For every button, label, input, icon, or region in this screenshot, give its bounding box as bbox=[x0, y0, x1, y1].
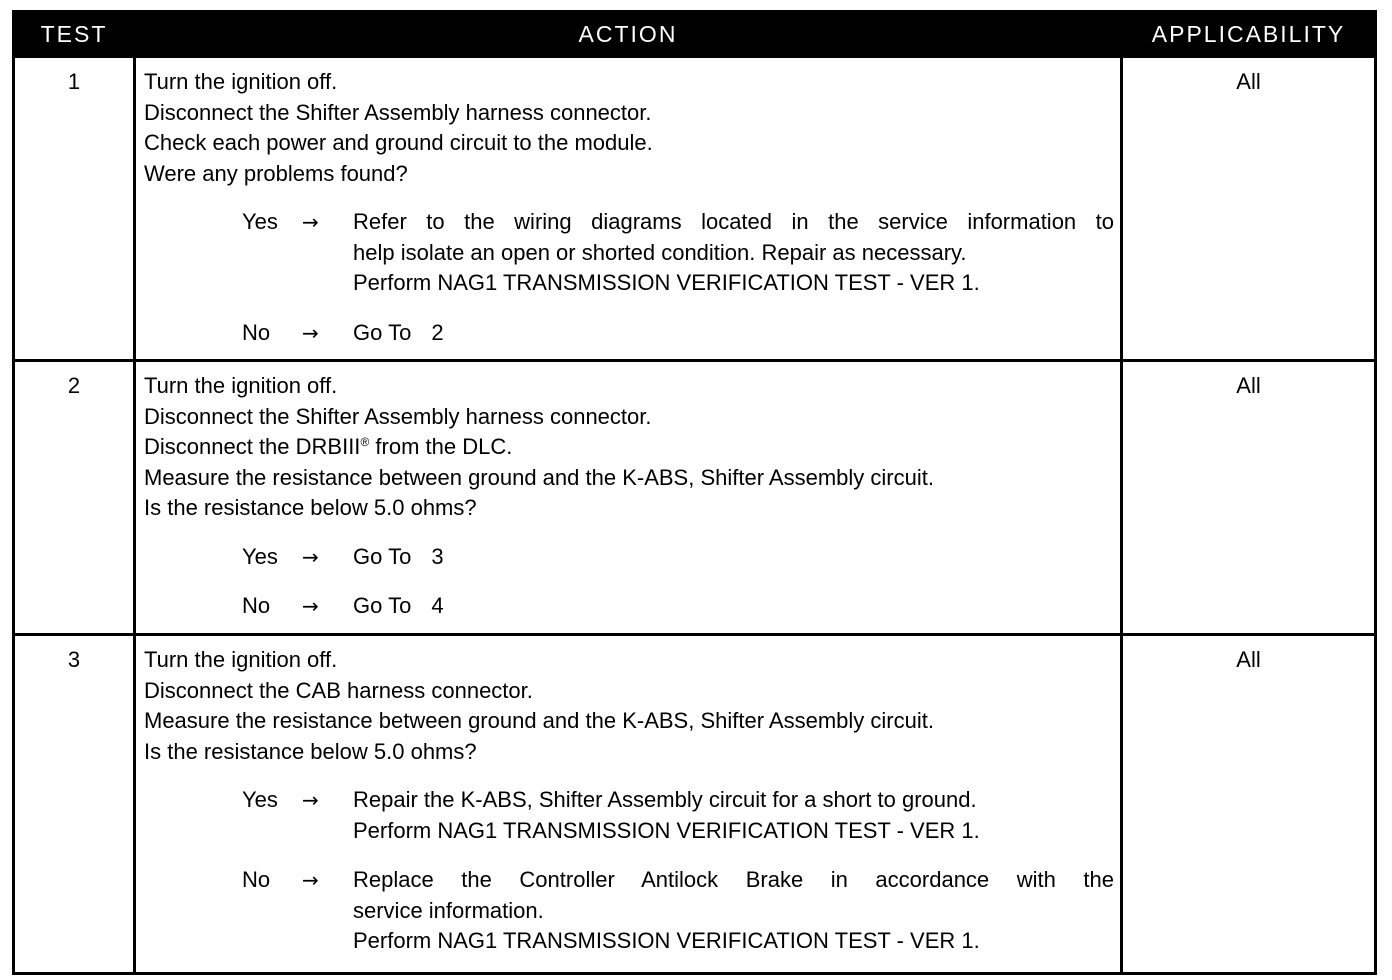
header-row bbox=[14, 12, 1376, 57]
applicability-1: All bbox=[1122, 57, 1376, 361]
outcome-yes bbox=[144, 785, 1114, 846]
step-line: Disconnect the Shifter Assembly harness connector. bbox=[144, 403, 652, 429]
goto-number: 3 bbox=[431, 543, 444, 569]
action-cell-3 bbox=[135, 635, 1122, 974]
outcome-text bbox=[353, 865, 1114, 957]
outcome-no bbox=[144, 591, 1114, 622]
header-test: TEST bbox=[14, 12, 135, 57]
goto-text: Go To bbox=[353, 319, 412, 345]
right-arrow-icon: → bbox=[302, 210, 319, 234]
yes-label: Yes bbox=[242, 543, 278, 569]
step-line: Disconnect the Shifter Assembly harness connector. bbox=[144, 99, 652, 125]
step-line: Turn the ignition off. bbox=[144, 69, 338, 94]
outcome-line: Refer to the wiring diagrams located in the service information to bbox=[353, 209, 1114, 234]
step-text-suffix: from the DLC. bbox=[369, 434, 513, 459]
right-arrow-icon: → bbox=[302, 868, 319, 892]
goto-number: 2 bbox=[431, 319, 444, 345]
test-row-3 bbox=[14, 635, 1376, 974]
registered-icon: ® bbox=[360, 435, 370, 449]
outcome-no bbox=[144, 865, 1114, 957]
goto-number: 4 bbox=[431, 593, 444, 618]
no-label: No bbox=[242, 867, 271, 892]
yes-label: Yes bbox=[242, 787, 278, 812]
yes-label: Yes bbox=[242, 209, 278, 234]
outcome-line: help isolate an open or shorted condition. Repair as necessary. bbox=[353, 239, 967, 265]
outcome-yes bbox=[144, 207, 1114, 299]
goto-text: Go To bbox=[353, 593, 412, 618]
step-line: Turn the ignition off. bbox=[144, 373, 338, 398]
outcome-line: Repair the K-ABS, Shifter Assembly circuit for a short to ground. bbox=[353, 787, 977, 812]
no-label: No bbox=[242, 593, 271, 618]
test-row-1 bbox=[14, 57, 1376, 361]
step-text: Disconnect the DRBIII bbox=[144, 434, 361, 459]
step-line: Measure the resistance between ground and the K-ABS, Shifter Assembly circuit. bbox=[144, 708, 934, 733]
outcome-yes bbox=[144, 542, 1114, 573]
no-label: No bbox=[242, 319, 271, 345]
right-arrow-icon: → bbox=[302, 594, 319, 618]
outcomes-1 bbox=[144, 207, 1114, 348]
outcome-line: Replace the Controller Antilock Brake in accordance with the bbox=[353, 867, 1114, 892]
step-line: Check each power and ground circuit to the module. bbox=[144, 130, 653, 155]
outcome-text bbox=[353, 591, 1114, 622]
outcome-text bbox=[353, 207, 1114, 299]
step-line: Measure the resistance between ground and the K-ABS, Shifter Assembly circuit. bbox=[144, 464, 934, 490]
header-action: ACTION bbox=[135, 12, 1122, 57]
outcome-text bbox=[353, 785, 1114, 846]
outcome-text bbox=[353, 542, 1114, 573]
applicability-3: All bbox=[1122, 635, 1376, 974]
right-arrow-icon: → bbox=[302, 544, 319, 569]
test-number-2: 2 bbox=[14, 361, 135, 635]
outcome-line: service information. bbox=[353, 897, 544, 923]
step-line: Is the resistance below 5.0 ohms? bbox=[144, 738, 477, 764]
right-arrow-icon: → bbox=[302, 788, 319, 812]
header-applicability: APPLICABILITY bbox=[1122, 12, 1376, 57]
outcomes-3 bbox=[144, 785, 1114, 957]
step-line: Disconnect the CAB harness connector. bbox=[144, 677, 533, 703]
step-line: Were any problems found? bbox=[144, 160, 408, 186]
outcome-line: Perform NAG1 TRANSMISSION VERIFICATION TEST - VER 1. bbox=[353, 270, 980, 295]
step-line bbox=[144, 432, 1114, 463]
action-cell-1 bbox=[135, 57, 1122, 361]
test-number-1: 1 bbox=[14, 57, 135, 361]
outcomes-2 bbox=[144, 542, 1114, 622]
step-line: Is the resistance below 5.0 ohms? bbox=[144, 495, 477, 520]
step-line: Turn the ignition off. bbox=[144, 647, 338, 672]
goto-text: Go To bbox=[353, 543, 412, 569]
test-row-2 bbox=[14, 361, 1376, 635]
action-cell-2 bbox=[135, 361, 1122, 635]
applicability-2: All bbox=[1122, 361, 1376, 635]
outcome-line: Perform NAG1 TRANSMISSION VERIFICATION TEST - VER 1. bbox=[353, 817, 980, 843]
outcome-no bbox=[144, 318, 1114, 349]
right-arrow-icon: → bbox=[302, 320, 319, 345]
test-number-3: 3 bbox=[14, 635, 135, 974]
outcome-text bbox=[353, 318, 1114, 349]
outcome-line: Perform NAG1 TRANSMISSION VERIFICATION TEST - VER 1. bbox=[353, 928, 980, 953]
test-procedure-table bbox=[12, 10, 1377, 975]
